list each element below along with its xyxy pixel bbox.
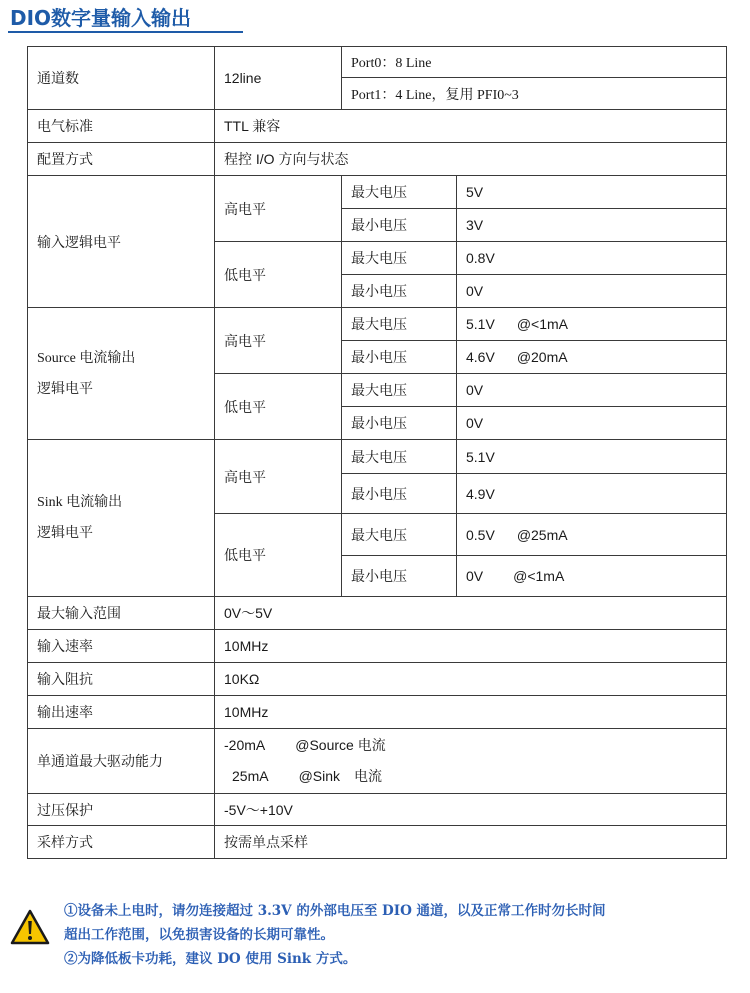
table-row bbox=[28, 729, 727, 794]
table-row bbox=[28, 440, 727, 474]
table-row bbox=[28, 110, 727, 143]
param-value: 4.6V @20mA bbox=[457, 341, 727, 374]
param-label: 最小电压 bbox=[342, 474, 457, 514]
title-underline bbox=[8, 31, 243, 33]
param-label: 最小电压 bbox=[342, 275, 457, 308]
level-label: 低电平 bbox=[215, 374, 342, 440]
param-label: 最大电压 bbox=[342, 374, 457, 407]
drive-line: -20mA @Source 电流 bbox=[224, 737, 386, 753]
label-line: Source 电流输出 bbox=[37, 350, 136, 366]
label-line: 逻辑电平 bbox=[37, 381, 93, 397]
param-value: 5.1V bbox=[457, 440, 727, 474]
warning-line: ②为降低板卡功耗，建议 DO 使用 Sink 方式。 bbox=[64, 951, 357, 967]
param-label: 最小电压 bbox=[342, 209, 457, 242]
warning-line: ①设备未上电时，请勿连接超过 3.3V 的外部电压至 DIO 通道，以及正常工作时勿长时间 bbox=[64, 903, 606, 919]
table-row bbox=[28, 794, 727, 826]
label-line: Sink 电流输出 bbox=[37, 495, 123, 510]
param-value: 0.5V @25mA bbox=[457, 514, 727, 556]
param-value: 3V bbox=[457, 209, 727, 242]
table-row bbox=[28, 630, 727, 663]
param-label: 最小电压 bbox=[342, 341, 457, 374]
row-value: 10MHz bbox=[215, 630, 727, 663]
row-value: 10MHz bbox=[215, 696, 727, 729]
row-label: 电气标准 bbox=[28, 110, 215, 143]
param-label: 最大电压 bbox=[342, 242, 457, 275]
param-value: 0V bbox=[457, 407, 727, 440]
row-label: 输入阻抗 bbox=[28, 663, 215, 696]
warning-triangle-icon bbox=[10, 909, 50, 949]
table-row bbox=[28, 597, 727, 630]
param-value: 4.9V bbox=[457, 474, 727, 514]
row-value bbox=[215, 729, 727, 794]
row-label: 输入逻辑电平 bbox=[28, 176, 215, 308]
table-row bbox=[28, 826, 727, 859]
row-value: 12line bbox=[215, 47, 342, 110]
port1-value: Port1：4 Line，复用 PFI0~3 bbox=[342, 78, 727, 110]
param-label: 最小电压 bbox=[342, 407, 457, 440]
row-value: TTL 兼容 bbox=[215, 110, 727, 143]
table-row bbox=[28, 696, 727, 729]
row-label: 单通道最大驱动能力 bbox=[28, 729, 215, 794]
param-value: 5V bbox=[457, 176, 727, 209]
row-value: 按需单点采样 bbox=[215, 826, 727, 859]
param-value: 5.1V @<1mA bbox=[457, 308, 727, 341]
level-label: 低电平 bbox=[215, 514, 342, 597]
param-value: 0V bbox=[457, 374, 727, 407]
table-row bbox=[28, 47, 727, 78]
level-label: 高电平 bbox=[215, 176, 342, 242]
row-label: 通道数 bbox=[28, 47, 215, 110]
row-value: 程控 I/O 方向与状态 bbox=[215, 143, 727, 176]
row-label bbox=[28, 308, 215, 440]
param-label: 最大电压 bbox=[342, 308, 457, 341]
row-label: 采样方式 bbox=[28, 826, 215, 859]
row-label: 最大输入范围 bbox=[28, 597, 215, 630]
row-value: 0V～5V bbox=[215, 597, 727, 630]
warning-line: 超出工作范围，以免损害设备的长期可靠性。 bbox=[64, 927, 334, 943]
param-label: 最大电压 bbox=[342, 176, 457, 209]
row-label: 输入速率 bbox=[28, 630, 215, 663]
level-label: 高电平 bbox=[215, 308, 342, 374]
spec-table bbox=[27, 46, 727, 859]
table-row bbox=[28, 663, 727, 696]
param-label: 最大电压 bbox=[342, 514, 457, 556]
param-label: 最大电压 bbox=[342, 440, 457, 474]
table-row bbox=[28, 143, 727, 176]
row-label: 输出速率 bbox=[28, 696, 215, 729]
row-label: 配置方式 bbox=[28, 143, 215, 176]
port0-value: Port0：8 Line bbox=[342, 47, 727, 78]
param-value: 0V bbox=[457, 275, 727, 308]
row-label: 过压保护 bbox=[28, 794, 215, 826]
level-label: 低电平 bbox=[215, 242, 342, 308]
param-value: 0V @<1mA bbox=[457, 556, 727, 597]
param-value: 0.8V bbox=[457, 242, 727, 275]
table-row bbox=[28, 308, 727, 341]
row-label bbox=[28, 440, 215, 597]
page-title: DIO数字量输入输出 bbox=[10, 6, 192, 30]
level-label: 高电平 bbox=[215, 440, 342, 514]
warning-note bbox=[64, 899, 746, 971]
table-row bbox=[28, 176, 727, 209]
drive-line: 25mA @Sink 电流 bbox=[232, 768, 383, 784]
param-label: 最小电压 bbox=[342, 556, 457, 597]
row-value: 10KΩ bbox=[215, 663, 727, 696]
label-line: 逻辑电平 bbox=[37, 526, 93, 541]
row-value: -5V～+10V bbox=[215, 794, 727, 826]
